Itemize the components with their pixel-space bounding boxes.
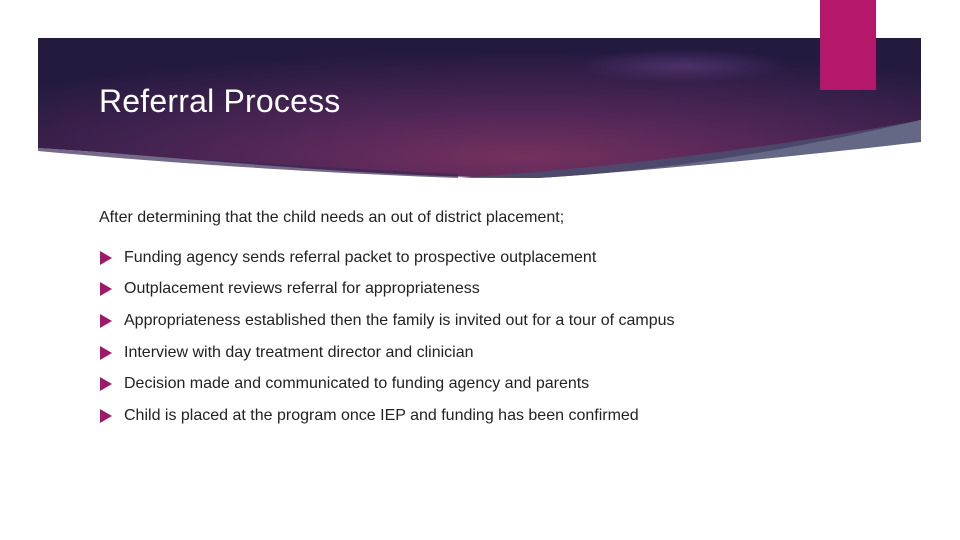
right-triangle-icon bbox=[100, 314, 112, 328]
bullet-text: Outplacement reviews referral for appropriateness bbox=[124, 280, 480, 298]
bullet-list bbox=[100, 242, 675, 432]
bullet-text: Child is placed at the program once IEP and funding has been confirmed bbox=[124, 406, 639, 424]
right-triangle-icon bbox=[100, 377, 112, 391]
intro-text: After determining that the child needs an out of district placement; bbox=[99, 209, 565, 226]
list-item bbox=[100, 274, 675, 306]
bullet-text: Appropriateness established then the family is invited out for a tour of campus bbox=[124, 311, 675, 329]
bullet-text: Funding agency sends referral packet to prospective outplacement bbox=[124, 248, 597, 266]
bullet-text: Decision made and communicated to funding agency and parents bbox=[124, 375, 590, 393]
right-triangle-icon bbox=[100, 251, 112, 265]
right-triangle-icon bbox=[100, 346, 112, 360]
bullet-text: Interview with day treatment director and clinician bbox=[124, 343, 474, 361]
list-item bbox=[100, 337, 675, 369]
list-item bbox=[100, 305, 675, 337]
slide-title: Referral Process bbox=[99, 83, 341, 119]
accent-tab bbox=[820, 0, 876, 90]
right-triangle-icon bbox=[100, 409, 112, 423]
list-item bbox=[100, 400, 675, 432]
list-item bbox=[100, 242, 675, 274]
list-item bbox=[100, 368, 675, 400]
right-triangle-icon bbox=[100, 282, 112, 296]
